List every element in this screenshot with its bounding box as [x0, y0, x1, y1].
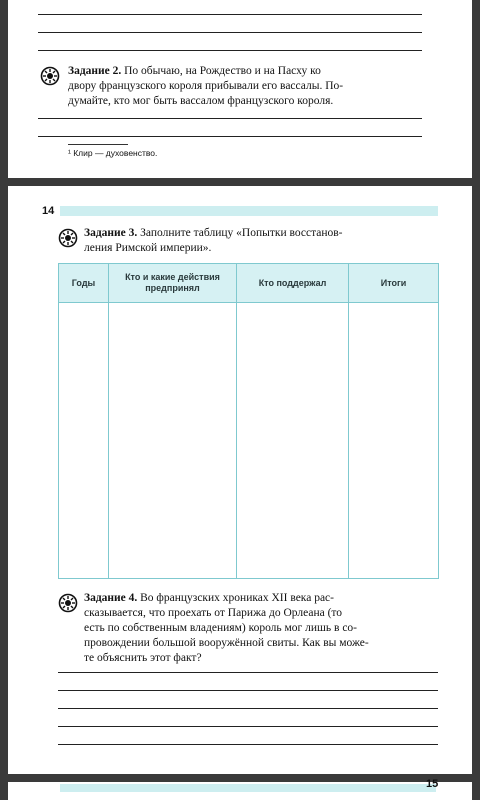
column-header-supporters: Кто поддержал [237, 264, 349, 303]
roman-empire-table [58, 263, 439, 579]
workbook-page-15 [8, 778, 472, 800]
answer-line [58, 726, 438, 727]
task-2-label: Задание 2. [68, 65, 122, 77]
task-gear-icon [58, 228, 78, 248]
task-gear-icon [58, 593, 78, 613]
table-cell[interactable] [349, 303, 439, 579]
task-3-text: Задание 3. Заполните таблицу «Попытки восстанов- ления Римской империи». [84, 227, 343, 254]
task-2-text: Задание 2. По обычаю, на Рождество и на Пасху ко двору французского короля прибывали его вассалы. По- думайте, кто мог быть вассалом французского короля. [68, 65, 344, 107]
answer-line [58, 672, 438, 673]
column-header-years: Годы [59, 264, 109, 303]
page-header-bar [60, 784, 436, 792]
task-gear-icon [40, 66, 60, 86]
workbook-page-top [8, 0, 472, 178]
answer-line [38, 14, 422, 15]
footnote-divider [68, 144, 128, 145]
answer-line [38, 50, 422, 51]
column-header-actions: Кто и какие действия предпринял [109, 264, 237, 303]
column-header-results: Итоги [349, 264, 439, 303]
page-number: 14 [42, 205, 55, 217]
table-row [59, 303, 439, 579]
answer-line [38, 136, 422, 137]
answer-line [58, 708, 438, 709]
task-4-text: Задание 4. Во французских хрониках XII века рас- сказывается, что проехать от Парижа до Орлеана (то есть по собственным владениям) король мог лишь в со- провождении большой вооружённой свиты. Как вы може- те объяснить этот факт? [84, 592, 369, 664]
answer-line [58, 744, 438, 745]
workbook-page-14 [8, 186, 472, 774]
table-cell[interactable] [237, 303, 349, 579]
footnote: ¹ Клир — духовенство. [68, 148, 158, 158]
table-cell[interactable] [59, 303, 109, 579]
answer-line [38, 32, 422, 33]
task-3-label: Задание 3. [84, 227, 138, 239]
task-4-label: Задание 4. [84, 592, 138, 604]
table-cell[interactable] [109, 303, 237, 579]
page-header-bar [60, 206, 438, 216]
page-number: 15 [426, 778, 439, 790]
answer-line [58, 690, 438, 691]
answer-line [38, 118, 422, 119]
